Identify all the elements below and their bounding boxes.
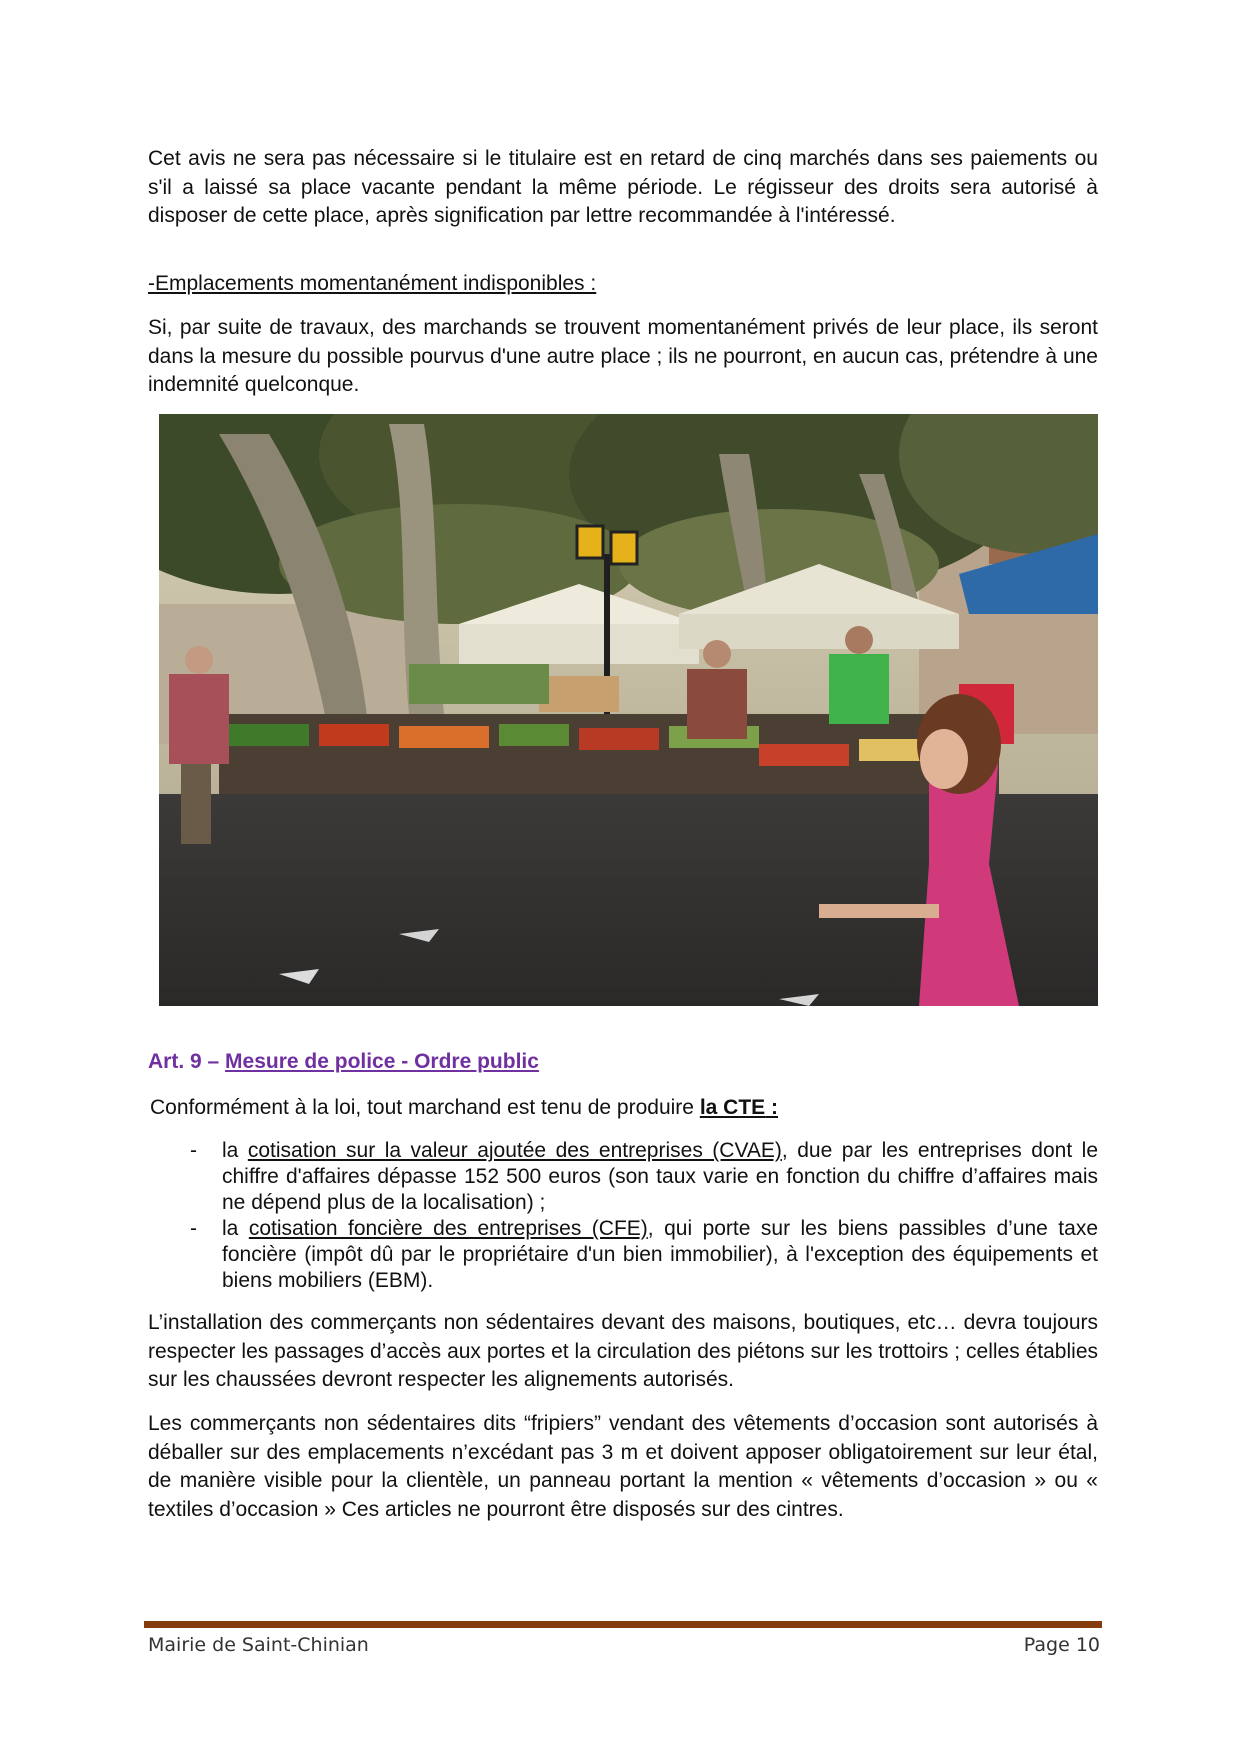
paragraph-notice: Cet avis ne sera pas nécessaire si le titulaire est en retard de cinq marchés dans ses paiements ou s'il a laissé sa place vacante pendant la même période. Le régisseur des droits sera autorisé à disposer de cette place, après signification par lettre recommandée à l'intéressé. xyxy=(148,147,1098,227)
intro-colon: : xyxy=(765,1096,778,1119)
list-item xyxy=(148,1216,1098,1294)
list-item-prefix: la xyxy=(222,1139,248,1162)
list-item xyxy=(148,1138,1098,1216)
list-item-prefix: la xyxy=(222,1217,249,1240)
article-number: Art. 9 – xyxy=(148,1050,226,1073)
article-heading xyxy=(148,1050,539,1074)
paragraph-fripiers: Les commerçants non sédentaires dits “fripiers” vendant des vêtements d’occasion sont autorisés à déballer sur des emplacements n’excédant pas 3 m et doivent apposer obligatoirement sur leur étal, de manière visible pour la clientèle, un panneau portant la mention « vêtements d’occasion » ou « textiles d’occasion » Ces articles ne pourront être disposés sur des cintres. xyxy=(148,1412,1098,1521)
market-photo xyxy=(159,414,1098,1006)
list-item-text: , due par les entreprises dont le chiffre d'affaires dépasse 152 500 euros (son taux varie en fonction du chiffre d’affaires mais ne dépend plus de la localisation) ; xyxy=(222,1139,1098,1214)
paragraph-installation: L’installation des commerçants non sédentaires devant des maisons, boutiques, etc… devra toujours respecter les passages d’accès aux portes et la circulation des piétons sur les trottoirs ; celles établies sur les chaussées devront respecter les alignements autorisés. xyxy=(148,1311,1098,1391)
intro-text: Conformément à la loi, tout marchand est tenu de produire xyxy=(150,1096,700,1119)
footer-rule xyxy=(144,1621,1102,1628)
list-item-term: cotisation sur la valeur ajoutée des entreprises (CVAE) xyxy=(247,1139,782,1162)
subheading-unavailable-spots: -Emplacements momentanément indisponibles : xyxy=(148,272,597,295)
list-item-text: , qui porte sur les biens passibles d’une taxe foncière (impôt dû par le propriétaire d'un bien immobilier), à l'exception des équipements et biens mobiliers (EBM). xyxy=(222,1217,1099,1292)
article-title: Mesure de police - Ordre public xyxy=(225,1050,539,1073)
cte-list xyxy=(148,1138,1098,1294)
article-intro xyxy=(150,1096,778,1120)
paragraph-works: Si, par suite de travaux, des marchands se trouvent momentanément privés de leur place, ils seront dans la mesure du possible pourvus d'une autre place ; ils ne pourront, en aucun cas, prétendre à une indemnité quelconque. xyxy=(148,316,1098,396)
list-dash: - xyxy=(190,1139,197,1162)
footer-municipality: Mairie de Saint-Chinian xyxy=(148,1634,369,1656)
list-item-term: cotisation foncière des entreprises (CFE) xyxy=(248,1217,648,1240)
intro-bold-cte: la CTE xyxy=(699,1096,766,1119)
footer-page-number: Page 10 xyxy=(1023,1634,1100,1656)
list-dash: - xyxy=(190,1217,197,1240)
